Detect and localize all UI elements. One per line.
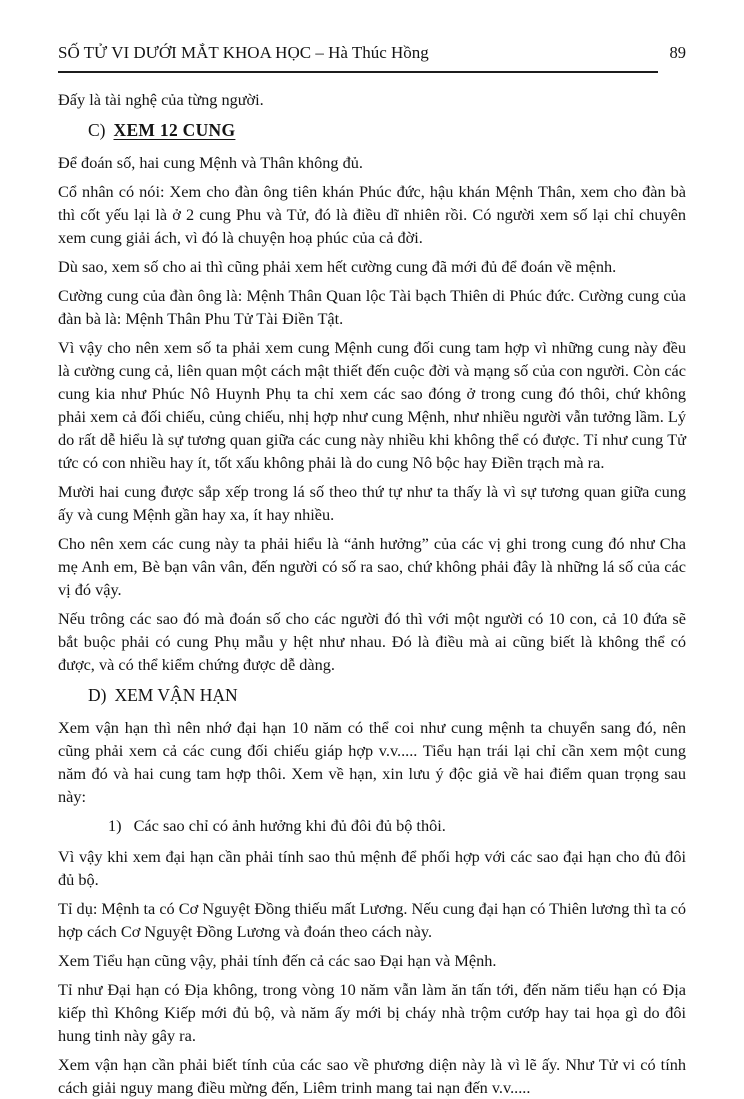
list-item-text: Các sao chỉ có ảnh hưởng khi đủ đôi đủ bộ thôi. [133, 816, 446, 835]
running-header [58, 42, 686, 64]
section-heading-label: C) [88, 120, 106, 140]
paragraph: Tỉ như Đại hạn có Địa không, trong vòng 10 năm vẫn làm ăn tấn tới, đến năm tiểu hạn có Địa kiếp thì Không Kiếp mới đủ bộ, và năm ấy mới bị cháy nhà trộm cướp hay tai họa gì do đôi hung tinh này gây ra. [58, 980, 686, 1045]
section-heading-text: XEM VẬN HẠN [114, 685, 238, 705]
paragraph: Vì vậy khi xem đại hạn cần phải tính sao thủ mệnh để phối hợp với các sao đại hạn cho đủ đôi đủ bộ. [58, 847, 686, 889]
header-divider [58, 71, 658, 73]
paragraph: Dù sao, xem số cho ai thì cũng phải xem hết cường cung đã mới đủ để đoán về mệnh. [58, 257, 617, 276]
paragraph: Nếu trông các sao đó mà đoán số cho các người đó thì với một người có 10 con, cả 10 đứa sẽ bắt buộc phải có cung Phụ mẫu y hệt như nhau. Đó là điều mà ai cũng biết là không thể có được, và có thể kiểm chứng được dễ dàng. [58, 609, 686, 674]
page-number: 89 [669, 43, 686, 62]
paragraph: Mười hai cung được sắp xếp trong lá số theo thứ tự như ta thấy là vì sự tương quan giữa cung ấy và cung Mệnh gần hay xa, ít hay nhiều. [58, 482, 686, 524]
paragraph: Đấy là tài nghệ của từng người. [58, 90, 264, 109]
section-heading-text: XEM 12 CUNG [113, 120, 236, 140]
section-heading-label: D) [88, 685, 107, 705]
paragraph: Cường cung của đàn ông là: Mệnh Thân Quan lộc Tài bạch Thiên di Phúc đức. Cường cung của đàn bà là: Mệnh Thân Phu Tử Tài Điền Tật. [58, 286, 686, 328]
running-title: SỐ TỬ VI DƯỚI MẮT KHOA HỌC – Hà Thúc Hồng [58, 43, 429, 62]
paragraph: Xem vận hạn thì nên nhớ đại hạn 10 năm có thể coi như cung mệnh ta chuyển sang đó, nên cũng phải xem cả các cung đối chiếu giáp hợp v.v..... Tiểu hạn trái lại chỉ cần xem một cung năm đó và hai cung tam hợp thôi. Xem về hạn, xin lưu ý độc giả về hai điểm quan trọng sau này: [58, 718, 686, 806]
paragraph: Cho nên xem các cung này ta phải hiểu là “ảnh hưởng” của các vị ghi trong cung đó như Cha mẹ Anh em, Bè bạn vân vân, đến người có số ra sao, chứ không phải đây là những lá số của các vị đó vậy. [58, 534, 686, 599]
paragraph: Xem Tiểu hạn cũng vậy, phải tính đến cả các sao Đại hạn và Mệnh. [58, 951, 497, 970]
list-item-number: 1) [108, 816, 122, 835]
paragraph: Tỉ dụ: Mệnh ta có Cơ Nguyệt Đồng thiếu mất Lương. Nếu cung đại hạn có Thiên lương thì ta có hợp cách Cơ Nguyệt Đồng Lương và đoán theo cách này. [58, 899, 686, 941]
paragraph: Để đoán số, hai cung Mệnh và Thân không đủ. [58, 153, 363, 172]
section-heading [88, 684, 686, 707]
page-content [58, 88, 686, 1099]
paragraph: Cổ nhân có nói: Xem cho đàn ông tiên khán Phúc đức, hậu khán Mệnh Thân, xem cho đàn bà thì cốt yếu lại là ở 2 cung Phu và Tử, đó là điều dĩ nhiên rồi. Có người xem số lại chỉ chuyên xem cung giải ách, vì đó là chuyện hoạ phúc của cả đời. [58, 182, 686, 247]
paragraph: Vì vậy cho nên xem số ta phải xem cung Mệnh cung đối cung tam hợp vì những cung này đều là cường cung cả, liên quan một cách mật thiết đến cuộc đời và mạng số của con người. Còn các cung kia như Phúc Nô Huynh Phụ ta chỉ xem các sao đóng ở trong cung đó thôi, chứ không phải xem cả đối chiếu, củng chiếu, nhị hợp như cung Mệnh, như nhiều người vẫn tưởng lầm. Lý do rất dễ hiểu là sự tương quan giữa các cung này nhiều khi không thể có được. Tỉ như cung Tử tức có con nhiều hay ít, tốt xấu không phải là do cung Nô bộc hay Điền trạch mà ra. [58, 338, 686, 472]
section-heading [88, 119, 686, 142]
paragraph: Xem vận hạn cần phải biết tính của các sao về phương diện này là vì lẽ ấy. Như Tử vi có tính cách giải nguy mang điều mừng đến, Liêm trinh mang tai nạn đến v.v..... [58, 1055, 686, 1097]
list-item [108, 814, 686, 837]
